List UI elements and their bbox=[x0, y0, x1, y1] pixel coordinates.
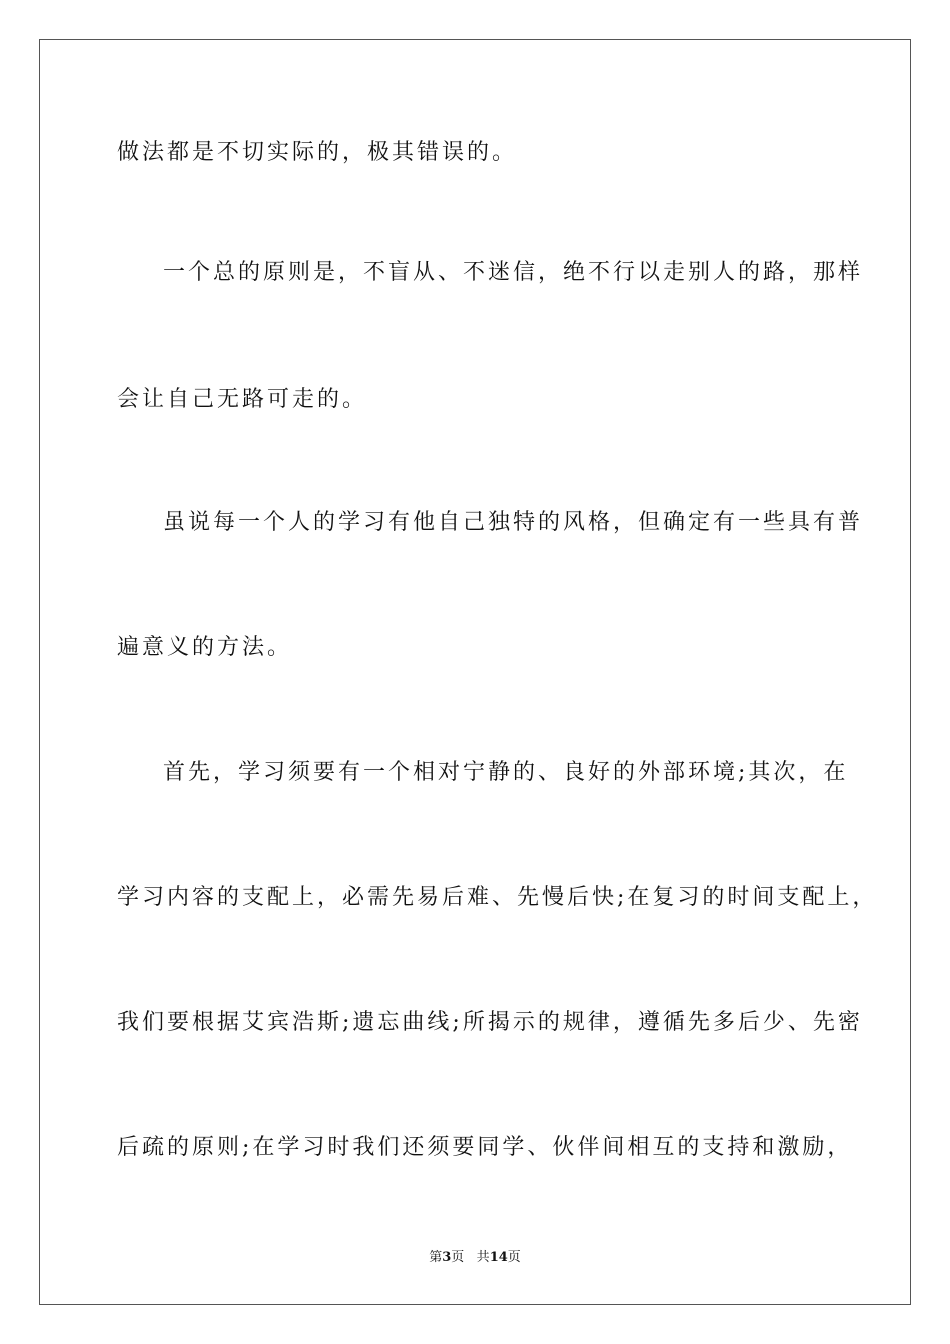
text-line-4: 虽说每一个人的学习有他自己独特的风格，但确定有一些具有普 bbox=[163, 510, 864, 535]
page-suffix: 页 bbox=[451, 1250, 465, 1265]
total-suffix: 页 bbox=[507, 1250, 521, 1265]
text-line-6: 首先，学习须要有一个相对宁静的、良好的外部环境;其次，在 bbox=[163, 760, 849, 785]
page-border bbox=[39, 39, 911, 1305]
text-line-3: 会让自己无路可走的。 bbox=[117, 387, 368, 412]
text-line-8: 我们要根据艾宾浩斯;遗忘曲线;所揭示的规律，遵循先多后少、先密 bbox=[117, 1010, 863, 1035]
text-line-9: 后疏的原则;在学习时我们还须要同学、伙伴间相互的支持和激励， bbox=[117, 1135, 853, 1160]
text-line-7: 学习内容的支配上，必需先易后难、先慢后快;在复习的时间支配上， bbox=[117, 885, 878, 910]
total-pages: 14 bbox=[489, 1250, 508, 1265]
text-line-2: 一个总的原则是，不盲从、不迷信，绝不行以走别人的路，那样 bbox=[163, 260, 864, 285]
page-footer bbox=[0, 1249, 950, 1267]
page-prefix: 第 bbox=[429, 1250, 443, 1265]
total-prefix: 共 bbox=[476, 1250, 490, 1265]
text-line-5: 遍意义的方法。 bbox=[117, 635, 293, 660]
text-line-1: 做法都是不切实际的，极其错误的。 bbox=[117, 140, 518, 165]
page-number: 3 bbox=[442, 1250, 452, 1265]
